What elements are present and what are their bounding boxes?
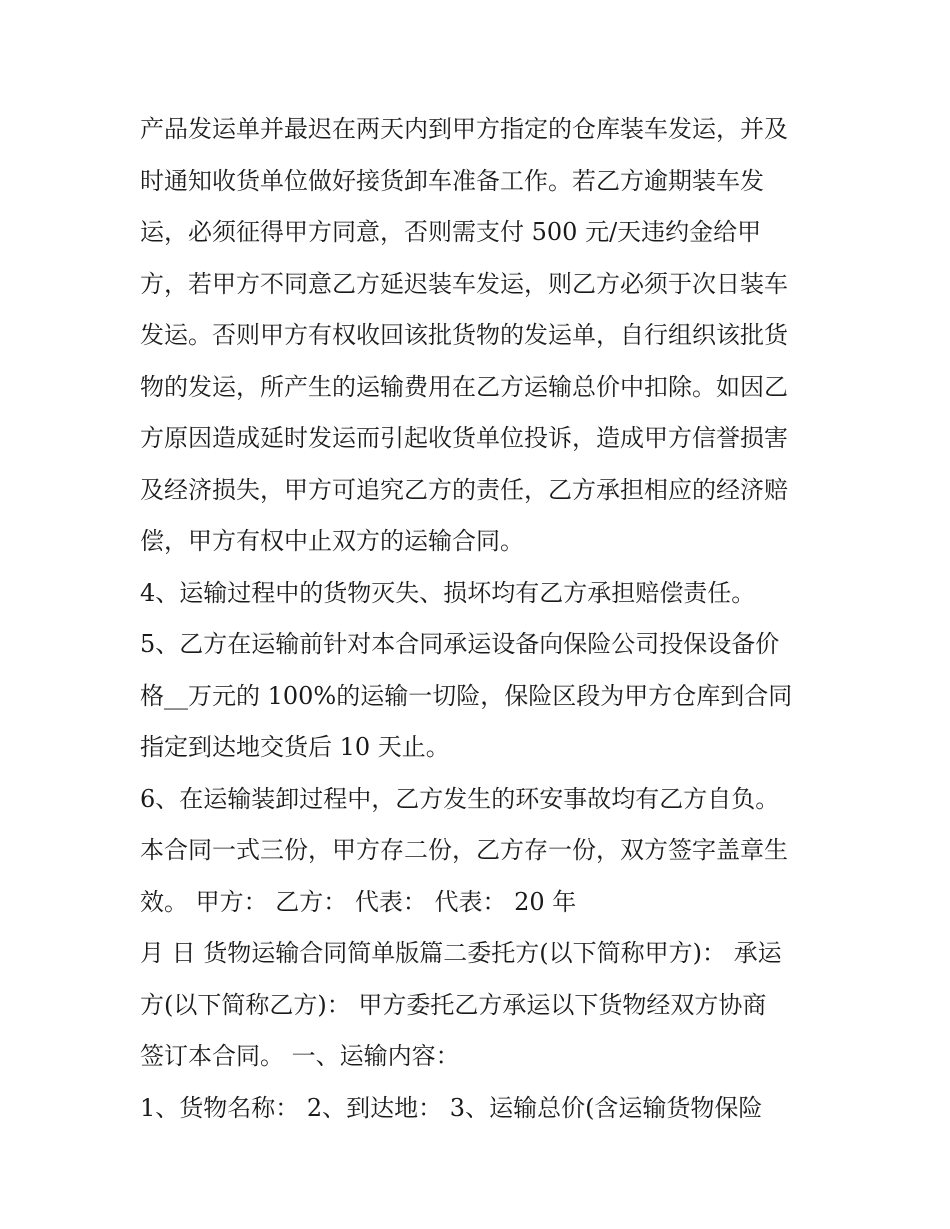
text-line: 物的发运，所产生的运输费用在乙方运输总价中扣除。如因乙 bbox=[140, 372, 788, 401]
text-line: 及经济损失，甲方可追究乙方的责任，乙方承担相应的经济赔 bbox=[140, 475, 788, 504]
signature-line: 效。 甲方： 乙方： 代表： 代表： 20 年 bbox=[140, 887, 577, 916]
text-line: 方原因造成延时发运而引起收货单位投诉，造成甲方信誉损害 bbox=[140, 424, 788, 452]
clause-6-line: 6、在运输装卸过程中，乙方发生的环安事故均有乙方自负。 bbox=[140, 784, 780, 813]
text-line: 偿，甲方有权中止双方的运输合同。 bbox=[140, 527, 524, 555]
text-line: 方(以下简称乙方)： 甲方委托乙方承运以下货物经双方协商 bbox=[140, 990, 767, 1019]
clause-5-line: 5、乙方在运输前针对本合同承运设备向保险公司投保设备价 bbox=[140, 630, 780, 658]
text-line: 月 日 货物运输合同简单版篇二委托方(以下简称甲方)： 承运 bbox=[140, 939, 782, 967]
text-line: 发运。否则甲方有权收回该批货物的发运单，自行组织该批货 bbox=[140, 321, 788, 349]
text-line: 时通知收货单位做好接货卸车准备工作。若乙方逾期装车发 bbox=[140, 166, 764, 195]
text-line: 产品发运单并最迟在两天内到甲方指定的仓库装车发运，并及 bbox=[140, 115, 788, 143]
section-heading-line: 签订本合同。 一、运输内容： bbox=[140, 1042, 460, 1070]
text-line: 格__万元的 100%的运输一切险，保险区段为甲方仓库到合同 bbox=[140, 681, 793, 710]
text-line: 运，必须征得甲方同意，否则需支付 500 元/天违约金给甲 bbox=[140, 218, 762, 246]
text-line: 指定到达地交货后 10 天止。 bbox=[140, 733, 450, 761]
clause-4-line: 4、运输过程中的货物灭失、损坏均有乙方承担赔偿责任。 bbox=[140, 578, 756, 607]
contract-text-block bbox=[140, 104, 830, 1134]
text-line: 方，若甲方不同意乙方延迟装车发运，则乙方必须于次日装车 bbox=[140, 269, 788, 298]
text-line: 本合同一式三份，甲方存二份，乙方存一份，双方签字盖章生 bbox=[140, 836, 788, 864]
text-line: 1、货物名称： 2、到达地： 3、运输总价(含运输货物保险 bbox=[140, 1093, 763, 1122]
